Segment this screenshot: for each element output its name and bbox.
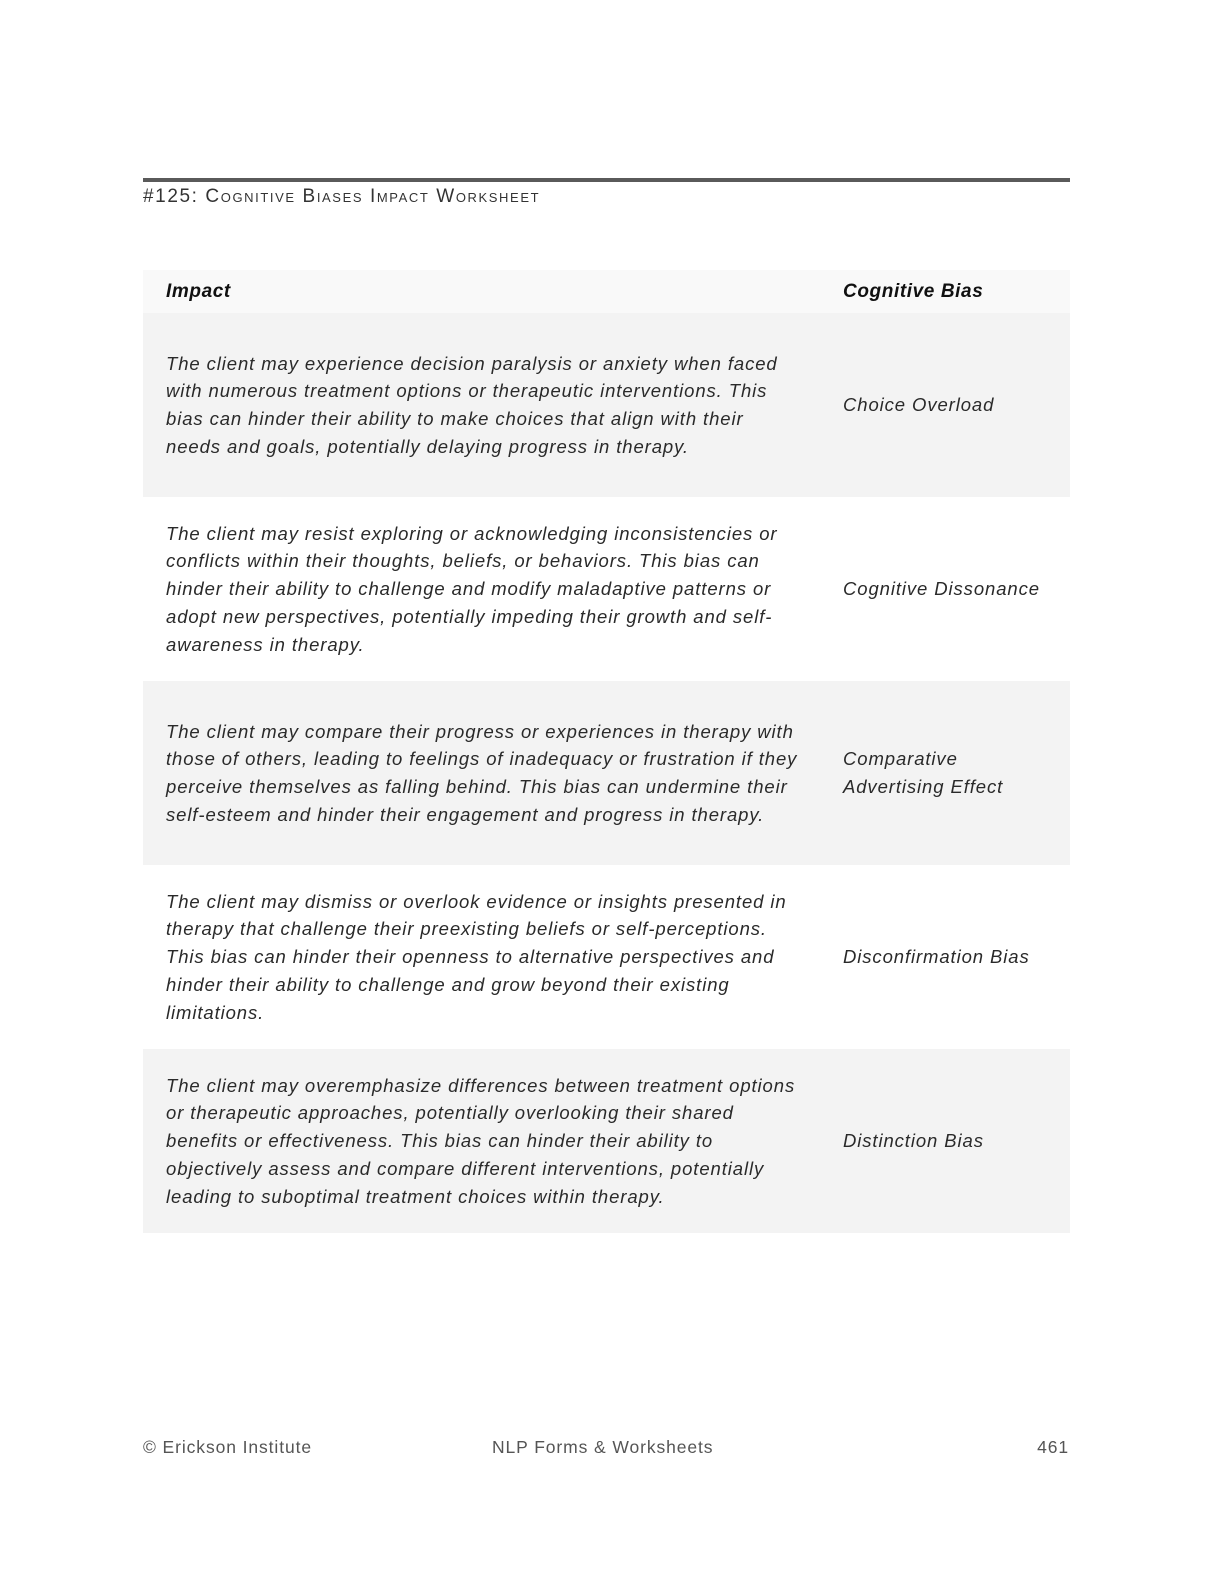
table-header [143,270,1070,313]
bias-cell: Disconfirmation Bias [843,946,1030,968]
bias-cell: Comparative Advertising Effect [843,748,1004,797]
table-row [143,497,1070,681]
impact-cell: The client may experience decision paralysis or anxiety when faced with numerous treatment options or therapeutic interventions. This bias can hinder their ability to make choices that align with their needs and goals, potentially delaying progress in therapy. [166,352,778,457]
bias-cell: Choice Overload [843,394,995,416]
impact-cell: The client may overemphasize differences between treatment options or therapeutic approaches, potentially overlooking their shared benefits or effectiveness. This bias can hinder their ability to objectively assess and compare different interventions, potentially leading to suboptimal treatment choices within therapy. [166,1074,796,1207]
footer-book-title: NLP Forms & Worksheets [492,1437,714,1457]
footer-copyright: © Erickson Institute [143,1437,313,1457]
page-number: 461 [1037,1437,1069,1457]
impact-cell: The client may resist exploring or acknowledging inconsistencies or conflicts within their thoughts, beliefs, or behaviors. This bias can hinder their ability to challenge and modify maladaptive patterns or adopt new perspectives, potentially impeding their growth and self-awareness in therapy. [166,522,778,655]
impact-cell: The client may dismiss or overlook evidence or insights presented in therapy that challenge their preexisting beliefs or self-perceptions. This bias can hinder their openness to alternative perspectives and hinder their ability to challenge and grow beyond their existing limitations. [166,890,787,1023]
bias-table [143,270,1070,1233]
bias-cell: Distinction Bias [843,1130,984,1152]
bias-cell: Cognitive Dissonance [843,578,1040,600]
table-row [143,1049,1070,1233]
header-rule [143,178,1070,182]
header-impact: Impact [166,280,231,302]
table-row [143,313,1070,497]
impact-cell: The client may compare their progress or experiences in therapy with those of others, leading to feelings of inadequacy or frustration if they perceive themselves as falling behind. This bias can undermine their self-esteem and hinder their engagement and progress in therapy. [166,720,798,825]
table-row [143,865,1070,1049]
header-bias: Cognitive Bias [843,280,984,302]
table-row [143,681,1070,865]
page-title: #125: Cognitive Biases Impact Worksheet [143,186,541,207]
